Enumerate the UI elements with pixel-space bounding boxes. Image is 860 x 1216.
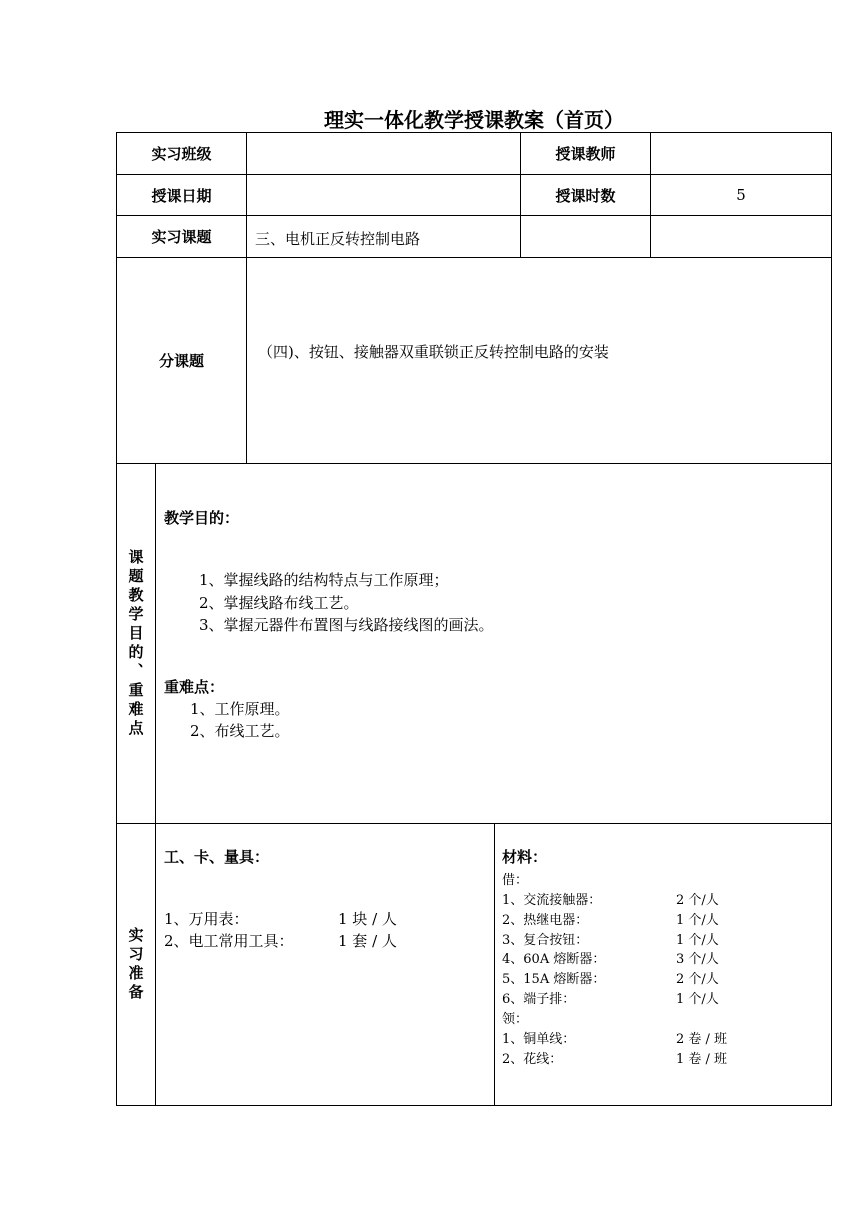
tool-qty: 1 块 / 人 bbox=[338, 910, 397, 928]
receive-label: 领： bbox=[502, 1012, 529, 1027]
subtopic-value[interactable]: （四)、按钮、接触器双重联锁正反转控制电路的安装 bbox=[258, 343, 609, 361]
class-value[interactable] bbox=[247, 133, 520, 174]
borrow-item-qty: 3 个/人 bbox=[676, 952, 719, 967]
class-label: 实习班级 bbox=[151, 145, 212, 163]
borrow-label: 借： bbox=[502, 873, 529, 888]
hours-label: 授课时数 bbox=[555, 186, 616, 205]
borrow-item-qty: 2 个/人 bbox=[676, 893, 719, 908]
borrow-item-name: 6、端子排： bbox=[502, 992, 576, 1007]
borrow-item-name: 3、复合按钮： bbox=[502, 933, 589, 948]
borrow-item-qty: 1 个/人 bbox=[676, 933, 719, 948]
borrow-item-name: 4、60A 熔断器： bbox=[502, 952, 606, 967]
teacher-value[interactable] bbox=[651, 133, 831, 174]
row-divider bbox=[116, 463, 832, 464]
column-divider bbox=[494, 823, 495, 1106]
hours-value[interactable]: 5 bbox=[736, 186, 746, 204]
tool-name: 2、电工常用工具： bbox=[164, 932, 294, 950]
page-title: 理实一体化教学授课教案（首页） bbox=[324, 108, 624, 132]
borrow-item-name: 2、热继电器： bbox=[502, 913, 589, 928]
subtopic-label: 分课题 bbox=[158, 352, 204, 370]
borrow-item-qty: 1 个/人 bbox=[676, 913, 719, 928]
tool-qty: 1 套 / 人 bbox=[338, 932, 397, 950]
goal-item: 2、掌握线路布线工艺。 bbox=[199, 594, 359, 612]
teacher-label: 授课教师 bbox=[555, 145, 616, 163]
receive-item-name: 1、铜单线： bbox=[502, 1032, 576, 1047]
receive-item-qty: 2 卷 / 班 bbox=[676, 1032, 728, 1047]
receive-item-name: 2、花线： bbox=[502, 1052, 563, 1067]
borrow-item-qty: 2 个/人 bbox=[676, 972, 719, 987]
topic-label: 实习课题 bbox=[151, 228, 212, 246]
topic-value[interactable]: 三、电机正反转控制电路 bbox=[255, 230, 421, 248]
goal-item: 3、掌握元器件布置图与线路接线图的画法。 bbox=[199, 616, 494, 634]
borrow-item-qty: 1 个/人 bbox=[676, 992, 719, 1007]
borrow-item-name: 5、15A 熔断器： bbox=[502, 972, 606, 987]
receive-item-qty: 1 卷 / 班 bbox=[676, 1052, 728, 1067]
goal-item: 1、掌握线路的结构特点与工作原理； bbox=[199, 571, 449, 589]
row-divider bbox=[116, 823, 832, 824]
date-label: 授课日期 bbox=[151, 186, 212, 205]
key-item: 1、工作原理。 bbox=[190, 700, 290, 718]
column-divider bbox=[155, 463, 156, 1106]
date-value[interactable] bbox=[247, 175, 520, 215]
materials-heading: 材料： bbox=[502, 848, 548, 866]
goal-heading: 教学目的： bbox=[164, 509, 240, 527]
objectives-side-label: 课题教学目的、重难点 bbox=[126, 548, 145, 739]
tools-heading: 工、卡、量具： bbox=[164, 848, 270, 866]
tool-name: 1、万用表： bbox=[164, 910, 249, 928]
key-heading: 重难点： bbox=[164, 678, 225, 696]
borrow-item-name: 1、交流接触器： bbox=[502, 893, 602, 908]
prep-side-label: 实习准备 bbox=[126, 927, 145, 1003]
key-item: 2、布线工艺。 bbox=[190, 722, 290, 740]
